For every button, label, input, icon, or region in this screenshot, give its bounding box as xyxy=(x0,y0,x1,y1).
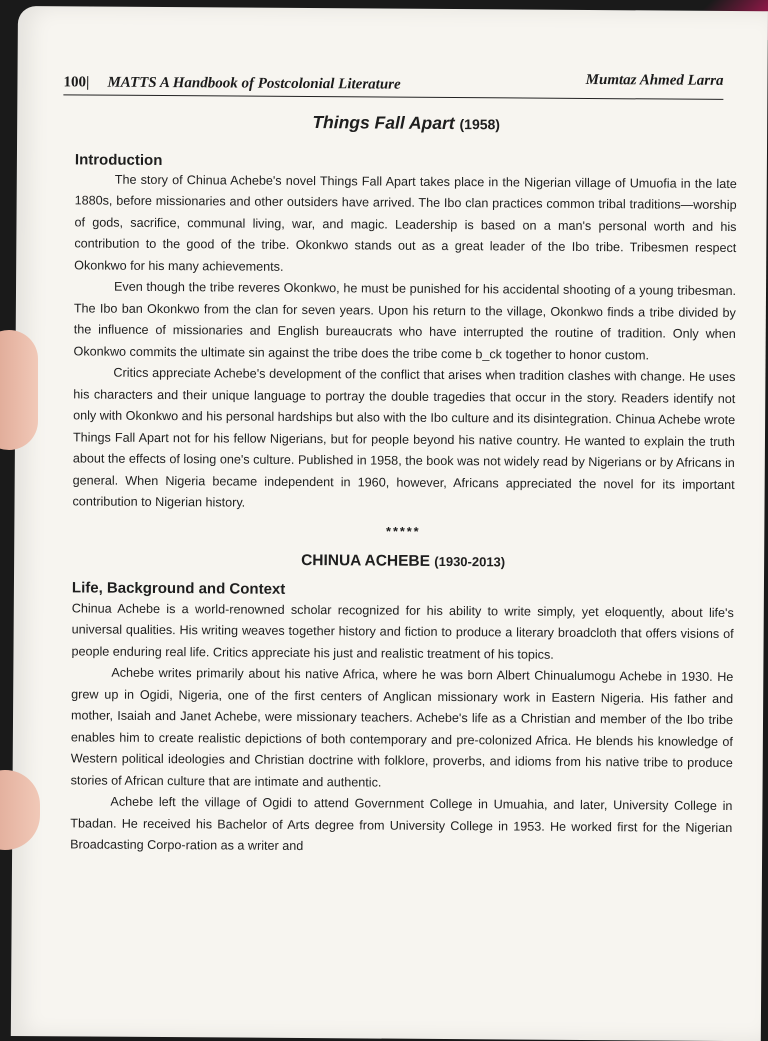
introduction-paragraph-1: The story of Chinua Achebe's novel Things Fall Apart takes place in the Nigerian village of Umuofia in the late 1880s, before missionaries and other outsiders have arrived. The Ibo clan practices common tribal traditions—worship of gods, sacrifice, communal living, war, and magic. Leadership is based on a man's personal worth and his contribution to the good of the tribe. Okonkwo stands out as a great leader of the Ibo tribe. Tribesmen respect Okonkwo for his many achievements. xyxy=(74,172,737,274)
author-section-title xyxy=(72,548,734,574)
author-name: Mumtaz Ahmed Larra xyxy=(585,71,724,89)
section-separator: ***** xyxy=(386,524,421,539)
author-paragraph-1: Chinua Achebe is a world-renowned scholar recognized for his ability to write simply, yet eloquently, about life's universal qualities. His writing weaves together history and fiction to produce a literary broadcloth that offers visions of people enduring real life. Critics appreciate his just and realistic treatment of his topics. xyxy=(71,600,734,662)
author-paragraph-3: Achebe left the village of Ogidi to attend Government College in Umuahia, and later, University College in Tbadan. He received his Bachelor of Arts degree from University College in 1953. He worked first for the Nigerian Broadcasting Corpo-ration as a writer and xyxy=(70,794,733,854)
running-header xyxy=(63,68,723,100)
book-title: MATTS A Handbook of Postcolonial Literature xyxy=(107,74,401,93)
page-number: 100| xyxy=(63,74,90,91)
chapter-title-year: (1958) xyxy=(459,116,501,133)
author-section-years: (1930-2013) xyxy=(434,553,506,570)
author-paragraph-2: Achebe writes primarily about his native Africa, where he was born Albert Chinualumogu Achebe in 1930. He grew up in Ogidi, Nigeria, one of the first centers of Anglican missionary work in Eastern Nigeria. His father and mother, Isaiah and Janet Achebe, were missionary teachers. Achebe's life as a Christian and member of the Ibo tribe enables him to create realistic depictions of both contemporary and pre-colonized Africa. He blends his knowledge of Western political ideologies and Christian doctrine with folklore, proverbs, and idioms from his native tribe to produce stories of African culture that are intimate and authentic. xyxy=(70,665,734,790)
author-section-name: CHINUA ACHEBE xyxy=(301,551,431,570)
chapter-title xyxy=(75,110,737,137)
chapter-title-text: Things Fall Apart xyxy=(312,112,455,134)
introduction-paragraph-2: Even though the tribe reveres Okonkwo, he must be punished for his accidental shooting of a young tribesman. The Ibo ban Okonkwo from the clan for seven years. Upon his return to the village, Okonkwo finds a tribe divided by the influence of missionaries and English bureaucrats who have interrupted the routine of tradition. Only when Okonkwo commits the ultimate sin against the tribe does the tribe come b_ck together to honor custom. xyxy=(73,279,737,362)
introduction-paragraph-3: Critics appreciate Achebe's development of the conflict that arises when tradition clashes with change. He uses his characters and their unique language to portray the double tragedies that occur in the story. Readers identify not only with Okonkwo and his personal hardships but also with the Ibo culture and its disintegration. Chinua Achebe wrote Things Fall Apart not for his fellow Nigerians, but for people beyond his native country. He wanted to explain the truth about the effects of losing one's culture. Published in 1958, the book was not widely read by Nigerians or by Africans in general. When Nigeria became independent in 1960, however, Africans appreciated the novel for its important contribution to Nigerian history. xyxy=(72,365,736,510)
book-page xyxy=(11,6,768,1041)
thumb-left xyxy=(0,330,38,450)
introduction-heading: Introduction xyxy=(74,150,163,169)
page-content xyxy=(70,110,737,860)
life-background-heading: Life, Background and Context xyxy=(71,578,286,598)
